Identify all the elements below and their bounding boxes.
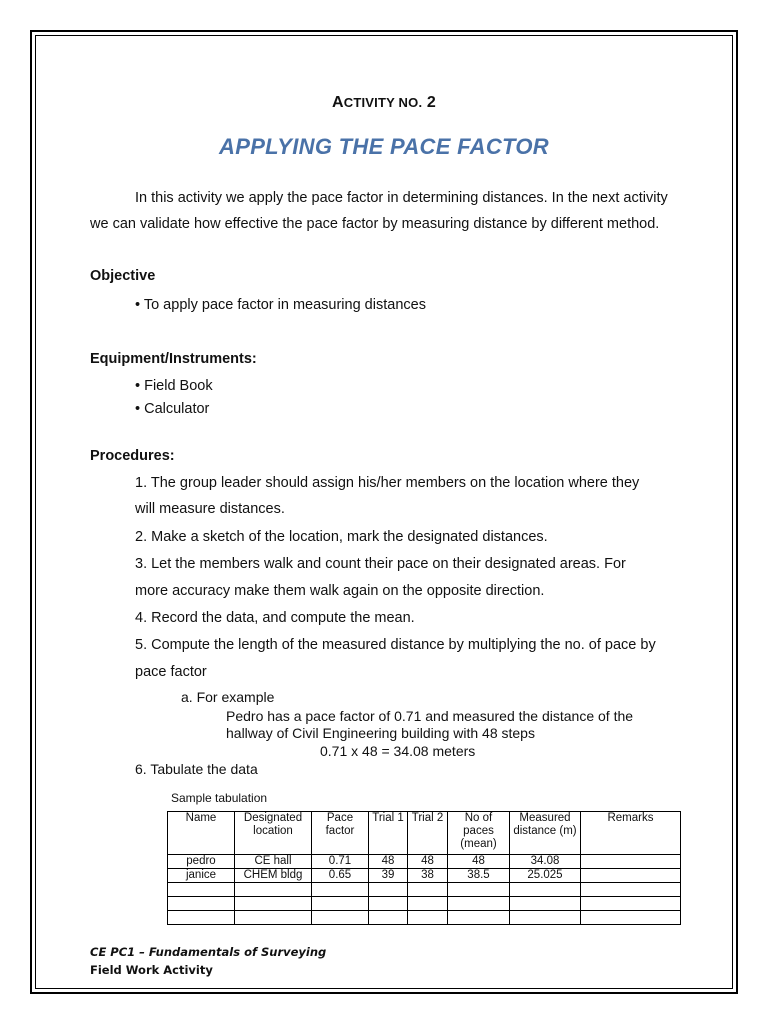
objective-heading: Objective: [90, 268, 156, 284]
intro-paragraph: [90, 185, 690, 237]
table-cell: [448, 883, 510, 897]
procedure-line: 4. Record the data, and compute the mean.: [135, 610, 415, 626]
sample-tabulation-table: [167, 811, 681, 925]
table-cell: 38.5: [448, 869, 510, 883]
procedure-line: pace factor: [135, 664, 207, 680]
table-header-row: [168, 812, 681, 855]
procedure-line: will measure distances.: [135, 501, 285, 517]
table-cell: [581, 855, 681, 869]
procedure-line: 2. Make a sketch of the location, mark the designated distances.: [135, 529, 548, 545]
table-cell: janice: [168, 869, 235, 883]
column-header: Name: [168, 812, 235, 855]
page-title: APPLYING THE PACE FACTOR: [219, 134, 549, 159]
table-row: [168, 855, 681, 869]
example-label: a. For example: [181, 689, 275, 705]
column-header: Measured distance (m): [510, 812, 581, 855]
table-cell: [581, 897, 681, 911]
table-cell: [235, 897, 312, 911]
table-row: [168, 883, 681, 897]
column-header: No of paces (mean): [448, 812, 510, 855]
procedures-heading: Procedures:: [90, 448, 175, 464]
table-cell: [581, 883, 681, 897]
example-calculation: 0.71 x 48 = 34.08 meters: [320, 743, 476, 759]
table-cell: [235, 911, 312, 925]
example-text: Pedro has a pace factor of 0.71 and measured the distance of the: [226, 708, 634, 724]
procedure-step-6: 6. Tabulate the data: [135, 761, 258, 777]
activity-number: ACTIVITY NO. 2: [331, 94, 437, 111]
example-text: hallway of Civil Engineering building with 48 steps: [226, 725, 535, 741]
table-caption: Sample tabulation: [171, 791, 268, 805]
footer-activity: Field Work Activity: [90, 963, 213, 977]
table-cell: [408, 883, 448, 897]
table-cell: CHEM bldg: [235, 869, 312, 883]
table-cell: [510, 911, 581, 925]
table-cell: [448, 897, 510, 911]
table-cell: 0.71: [312, 855, 369, 869]
procedure-line: 5. Compute the length of the measured distance by multiplying the no. of pace by: [135, 637, 656, 653]
table-cell: [168, 911, 235, 925]
table-cell: [312, 897, 369, 911]
column-header: Pace factor: [312, 812, 369, 855]
table-cell: [369, 911, 408, 925]
table-cell: 39: [369, 869, 408, 883]
equipment-item-field-book: • Field Book: [135, 378, 213, 394]
table-row: [168, 869, 681, 883]
column-header: Trial 1: [369, 812, 408, 855]
table-cell: [235, 883, 312, 897]
table-cell: [408, 897, 448, 911]
table-cell: 48: [408, 855, 448, 869]
footer-course: CE PC1 – Fundamentals of Surveying: [90, 945, 327, 959]
table-cell: [168, 883, 235, 897]
column-header: Remarks: [581, 812, 681, 855]
table-cell: 48: [369, 855, 408, 869]
table-cell: [448, 911, 510, 925]
table-cell: [510, 883, 581, 897]
table-cell: [408, 911, 448, 925]
equipment-item-calculator: • Calculator: [135, 401, 210, 417]
table-cell: 25.025: [510, 869, 581, 883]
table-cell: 0.65: [312, 869, 369, 883]
table-cell: CE hall: [235, 855, 312, 869]
table-cell: [510, 897, 581, 911]
table-cell: [312, 911, 369, 925]
table-cell: [369, 897, 408, 911]
table-cell: [369, 883, 408, 897]
table-cell: [312, 883, 369, 897]
table-row: [168, 911, 681, 925]
column-header: Trial 2: [408, 812, 448, 855]
intro-line-1: In this activity we apply the pace factor in determining distances. In the next activity: [135, 190, 668, 206]
procedure-line: 1. The group leader should assign his/her members on the location where they: [135, 475, 640, 491]
equipment-heading: Equipment/Instruments:: [90, 351, 257, 367]
objective-item: • To apply pace factor in measuring distances: [135, 297, 426, 313]
table-cell: [581, 869, 681, 883]
table-cell: 48: [448, 855, 510, 869]
table-cell: [581, 911, 681, 925]
procedure-line: more accuracy make them walk again on the opposite direction.: [135, 583, 545, 599]
table-cell: [168, 897, 235, 911]
column-header: Designated location: [235, 812, 312, 855]
table-row: [168, 897, 681, 911]
table-cell: 38: [408, 869, 448, 883]
table-cell: pedro: [168, 855, 235, 869]
intro-line-2: we can validate how effective the pace factor by measuring distance by different method.: [90, 216, 660, 232]
procedure-line: 3. Let the members walk and count their pace on their designated areas. For: [135, 556, 626, 572]
table-cell: 34.08: [510, 855, 581, 869]
